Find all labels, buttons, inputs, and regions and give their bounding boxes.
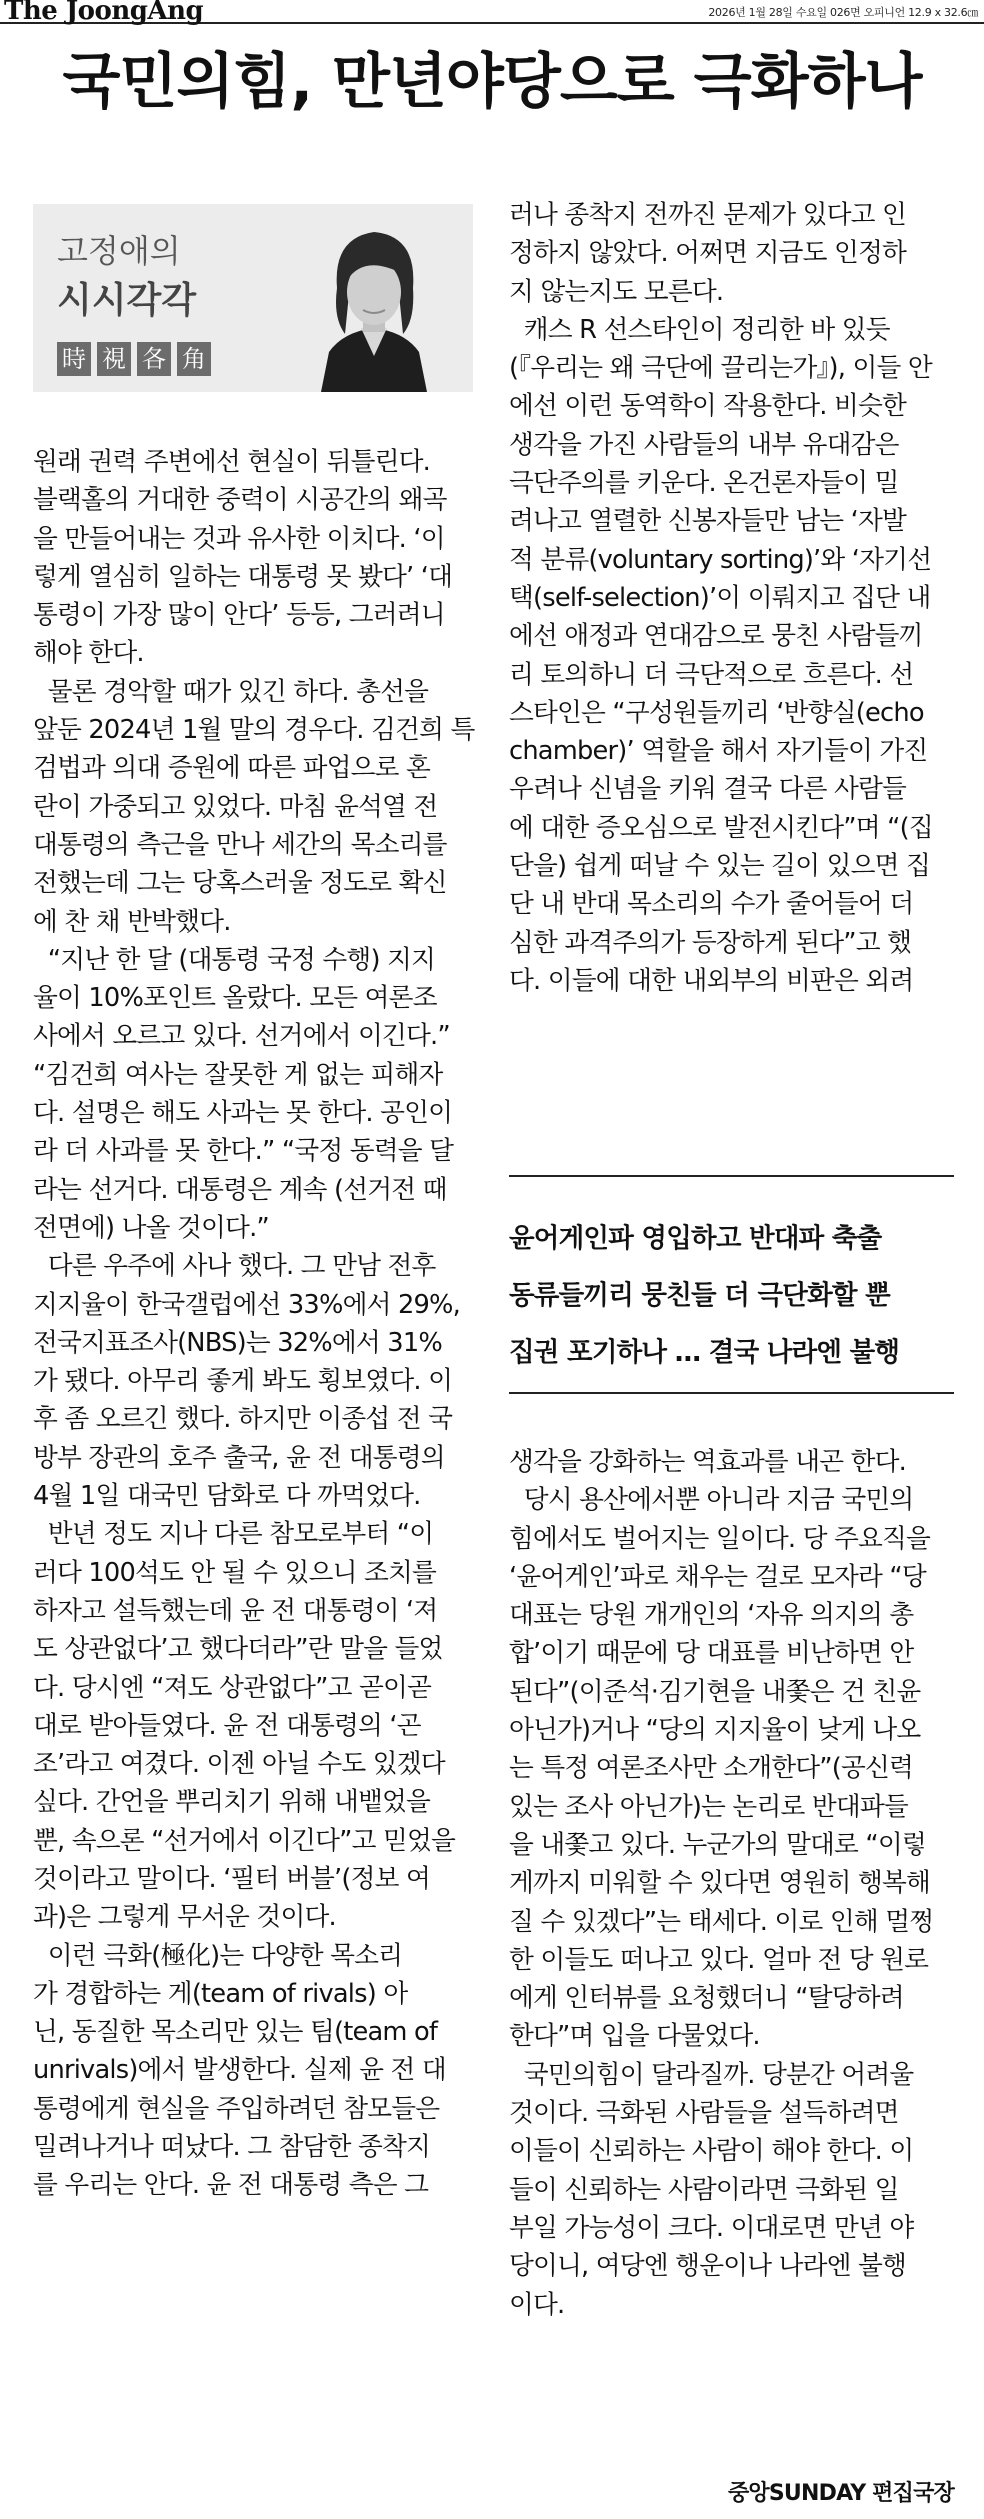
column-name: 시시각각 xyxy=(57,280,197,321)
column-author: 고정애의 xyxy=(57,232,181,270)
text-line: 가 됐다. 아무리 좋게 봐도 횡보였다. 이 xyxy=(33,1366,453,1397)
text-line: 리 토의하니 더 극단적으로 흐른다. 선 xyxy=(509,659,914,690)
text-line: 택(self-selection)’이 이뤄지고 집단 내 xyxy=(509,582,931,613)
text-line: 적 분류(voluntary sorting)’와 ‘자기선 xyxy=(509,544,932,575)
text-line: 다. 이들에 대한 내외부의 비판은 외려 xyxy=(509,965,914,996)
text-line: 조’라고 여겼다. 이젠 아닐 수도 있겠다 xyxy=(33,1749,445,1780)
pull-quote-line: 동류들끼리 뭉친들 더 극단화할 뿐 xyxy=(509,1280,890,1311)
text-line: 게까지 미워할 수 있다면 영원히 행복해 xyxy=(509,1868,931,1899)
paragraph xyxy=(509,2056,954,2324)
text-line: 방부 장관의 호주 출국, 윤 전 대통령의 xyxy=(33,1442,445,1473)
text-line: 전했는데 그는 당혹스러울 정도로 확신 xyxy=(33,868,447,899)
text-line: 있는 조사 아닌가)는 논리로 반대파들 xyxy=(509,1791,908,1822)
column-hanja-title xyxy=(57,342,211,376)
text-line: 앞둔 2024년 1월 말의 경우다. 김건희 특 xyxy=(33,715,475,746)
text-line: 렇게 열심히 일하는 대통령 못 봤다’ ‘대 xyxy=(33,561,453,592)
masthead xyxy=(0,0,984,24)
newspaper-logo[interactable]: The JoongAng xyxy=(4,0,204,26)
pull-quote xyxy=(509,1210,954,1381)
text-line: 도 상관없다’고 했다더라”란 말을 들었 xyxy=(33,1634,443,1665)
text-line: 대표는 당원 개개인의 ‘자유 의지의 총 xyxy=(509,1600,914,1631)
text-line: 캐스 R 선스타인이 정리한 바 있듯 xyxy=(509,314,890,345)
paragraph xyxy=(33,1247,478,1515)
text-line: 사에서 오르고 있다. 선거에서 이긴다.” xyxy=(33,1021,450,1052)
text-line: 다른 우주에 사나 했다. 그 만남 전후 xyxy=(33,1251,436,1282)
text-line: 라 더 사과를 못 한다.” “국정 동력을 달 xyxy=(33,1136,454,1167)
text-line: 다. 당시엔 “져도 상관없다”고 곧이곧 xyxy=(33,1672,432,1703)
text-line: 전면에) 나올 것이다.” xyxy=(33,1212,269,1243)
text-line: 라는 선거다. 대통령은 계속 (선거전 때 xyxy=(33,1174,447,1205)
text-line: 러다 100석도 안 될 수 있으니 조치를 xyxy=(33,1557,437,1588)
text-line: 한 이들도 떠나고 있다. 얼마 전 당 원로 xyxy=(509,1944,929,1975)
text-line: “지난 한 달 (대통령 국정 수행) 지지 xyxy=(33,944,436,975)
text-line: 을 만들어내는 것과 유사한 이치다. ‘이 xyxy=(33,523,445,554)
text-line: 이들이 신뢰하는 사람이 해야 한다. 이 xyxy=(509,2136,914,2167)
text-line: 블랙홀의 거대한 중력이 시공간의 왜곡 xyxy=(33,485,447,516)
text-line: 부일 가능성이 크다. 이대로면 만년 야 xyxy=(509,2212,914,2243)
author-signature: 중앙SUNDAY 편집국장 xyxy=(727,2481,954,2506)
text-line: 에선 이런 동역학이 작용한다. 비슷한 xyxy=(509,391,907,422)
text-line: 생각을 강화하는 역효과를 내곤 한다. xyxy=(509,1447,907,1477)
text-line: 단 내 반대 목소리의 수가 줄어들어 더 xyxy=(509,889,914,920)
text-line: 당이니, 여당엔 행운이나 나라엔 불행 xyxy=(509,2251,907,2282)
pull-quote-line: 집권 포기하나 … 결국 나라엔 불행 xyxy=(509,1337,900,1368)
text-line: 한다”며 입을 다물었다. xyxy=(509,2021,760,2052)
text-line: 전국지표조사(NBS)는 32%에서 31% xyxy=(33,1327,442,1358)
hanja-char: 各 xyxy=(137,342,171,376)
text-line: 가 경합하는 게(team of rivals) 아 xyxy=(33,1978,408,2009)
text-line: 란이 가중되고 있었다. 마침 윤석열 전 xyxy=(33,791,438,822)
text-line: 려나고 열렬한 신봉자들만 남는 ‘자발 xyxy=(509,506,907,537)
article-column-left xyxy=(33,443,478,2205)
paragraph xyxy=(33,941,478,1247)
text-line: 반년 정도 지나 다른 참모로부터 “이 xyxy=(33,1519,434,1550)
paragraph xyxy=(509,1481,954,2055)
text-line: 것이다. 극화된 사람들을 설득하려면 xyxy=(509,2098,899,2129)
text-line: 검법과 의대 증원에 따른 파업으로 혼 xyxy=(33,753,431,784)
text-line: 지 않는지도 모른다. xyxy=(509,276,724,307)
text-line: 대통령의 측근을 만나 세간의 목소리를 xyxy=(33,829,447,860)
pull-quote-top-rule xyxy=(509,1175,954,1177)
text-line: 스타인은 “구성원들끼리 ‘반향실(echo xyxy=(509,697,924,728)
text-line: 다. 설명은 해도 사과는 못 한다. 공인이 xyxy=(33,1098,453,1129)
text-line: 들이 신뢰하는 사람이라면 극화된 일 xyxy=(509,2174,899,2205)
text-line: 이런 극화(極化)는 다양한 목소리 xyxy=(33,1940,403,1971)
text-line: 는 특정 여론조사만 소개한다”(공신력 xyxy=(509,1753,914,1784)
text-line: 것이라고 말이다. ‘필터 버블’(정보 여 xyxy=(33,1863,430,1894)
text-line: ‘윤어게인’파로 채우는 걸로 모자라 “당 xyxy=(509,1561,926,1592)
text-line: 국민의힘이 달라질까. 당분간 어려울 xyxy=(509,2059,914,2090)
text-line: 과)은 그렇게 무서운 것이다. xyxy=(33,1902,336,1933)
text-line: 4월 1일 대국민 담화로 다 까먹었다. xyxy=(33,1481,421,1512)
text-line: 율이 10%포인트 올랐다. 모든 여론조 xyxy=(33,983,437,1014)
text-line: 된다”(이준석·김기현을 내쫓은 건 친윤 xyxy=(509,1676,921,1707)
text-line: 싶다. 간언을 뿌리치기 위해 내뱉었을 xyxy=(33,1787,431,1818)
text-line: 정하지 않았다. 어쩌면 지금도 인정하 xyxy=(509,238,907,269)
text-line: 이다. xyxy=(509,2289,565,2320)
hanja-char: 時 xyxy=(57,342,91,376)
text-line: “김건희 여사는 잘못한 게 없는 피해자 xyxy=(33,1059,443,1090)
paragraph xyxy=(509,1443,954,1481)
text-line: 뿐, 속으론 “선거에서 이긴다”고 믿었을 xyxy=(33,1825,456,1856)
text-line: 대로 받아들였다. 윤 전 대통령의 ‘곤 xyxy=(33,1710,421,1741)
text-line: 지지율이 한국갤럽에선 33%에서 29%, xyxy=(33,1289,461,1320)
paragraph xyxy=(509,311,954,1000)
text-line: 아닌가)거나 “당의 지지율이 낮게 나오 xyxy=(509,1715,921,1746)
text-line: 생각을 가진 사람들의 내부 유대감은 xyxy=(509,429,899,460)
text-line: 통령에게 현실을 주입하려던 참모들은 xyxy=(33,2093,440,2124)
paragraph xyxy=(33,1515,478,1936)
text-line: 극단주의를 키운다. 온건론자들이 밀 xyxy=(509,468,899,499)
article-column-right-bottom xyxy=(509,1443,954,2324)
text-line: 당시 용산에서뿐 아니라 지금 국민의 xyxy=(509,1485,914,1516)
text-line: 합’이기 때문에 당 대표를 비난하면 안 xyxy=(509,1638,914,1669)
text-line: 에 대한 증오심으로 발전시킨다”며 “(집 xyxy=(509,812,933,843)
text-line: 러나 종착지 전까진 문제가 있다고 인 xyxy=(509,200,907,230)
text-line: 닌, 동질한 목소리만 있는 팀(team of xyxy=(33,2017,438,2048)
author-portrait xyxy=(299,216,449,392)
paragraph xyxy=(33,1937,478,2205)
text-line: 후 좀 오르긴 했다. 하지만 이종섭 전 국 xyxy=(33,1404,453,1435)
text-line: unrivals)에서 발생한다. 실제 윤 전 대 xyxy=(33,2055,446,2086)
text-line: 해야 한다. xyxy=(33,638,144,669)
text-line: 원래 권력 주변에선 현실이 뒤틀린다. xyxy=(33,447,431,477)
hanja-char: 角 xyxy=(177,342,211,376)
paragraph xyxy=(509,196,954,311)
paragraph xyxy=(33,443,478,673)
text-line: 에 찬 채 반박했다. xyxy=(33,906,231,937)
text-line: 심한 과격주의가 등장하게 된다”고 했 xyxy=(509,927,912,958)
text-line: (『우리는 왜 극단에 끌리는가』), 이들 안 xyxy=(509,353,932,384)
pull-quote-line: 윤어게인파 영입하고 반대파 축출 xyxy=(509,1223,882,1254)
text-line: 질 수 있겠다”는 태세다. 이로 인해 멀쩡 xyxy=(509,1906,934,1937)
text-line: 에선 애정과 연대감으로 뭉친 사람들끼 xyxy=(509,621,923,652)
text-line: 통령이 가장 많이 안다’ 등등, 그러려니 xyxy=(33,600,445,631)
text-line: 하자고 설득했는데 윤 전 대통령이 ‘져 xyxy=(33,1595,438,1626)
column-badge xyxy=(33,204,473,392)
article-column-right-top xyxy=(509,196,954,1000)
paragraph xyxy=(33,673,478,941)
text-line: 에게 인터뷰를 요청했더니 “탈당하려 xyxy=(509,1983,904,2014)
text-line: 단을) 쉽게 떠날 수 있는 길이 있으면 집 xyxy=(509,851,930,882)
text-line: 를 우리는 안다. 윤 전 대통령 측은 그 xyxy=(33,2170,429,2201)
edition-info: 2026년 1월 28일 수요일 026면 오피니언 12.9 x 32.6㎝ xyxy=(708,6,978,19)
text-line: 우려나 신념을 키워 결국 다른 사람들 xyxy=(509,774,907,805)
text-line: 밀려나거나 떠났다. 그 참담한 종착지 xyxy=(33,2132,431,2163)
article-headline: 국민의힘, 만년야당으로 극화하나 xyxy=(62,47,922,117)
hanja-char: 視 xyxy=(97,342,131,376)
text-line: 물론 경악할 때가 있긴 하다. 총선을 xyxy=(33,676,429,707)
text-line: 힘에서도 벌어지는 일이다. 당 주요직을 xyxy=(509,1523,931,1554)
text-line: 을 내쫓고 있다. 누군가의 말대로 “이렇 xyxy=(509,1829,926,1860)
text-line: chamber)’ 역할을 해서 자기들이 가진 xyxy=(509,736,928,767)
pull-quote-bottom-rule xyxy=(509,1392,954,1394)
